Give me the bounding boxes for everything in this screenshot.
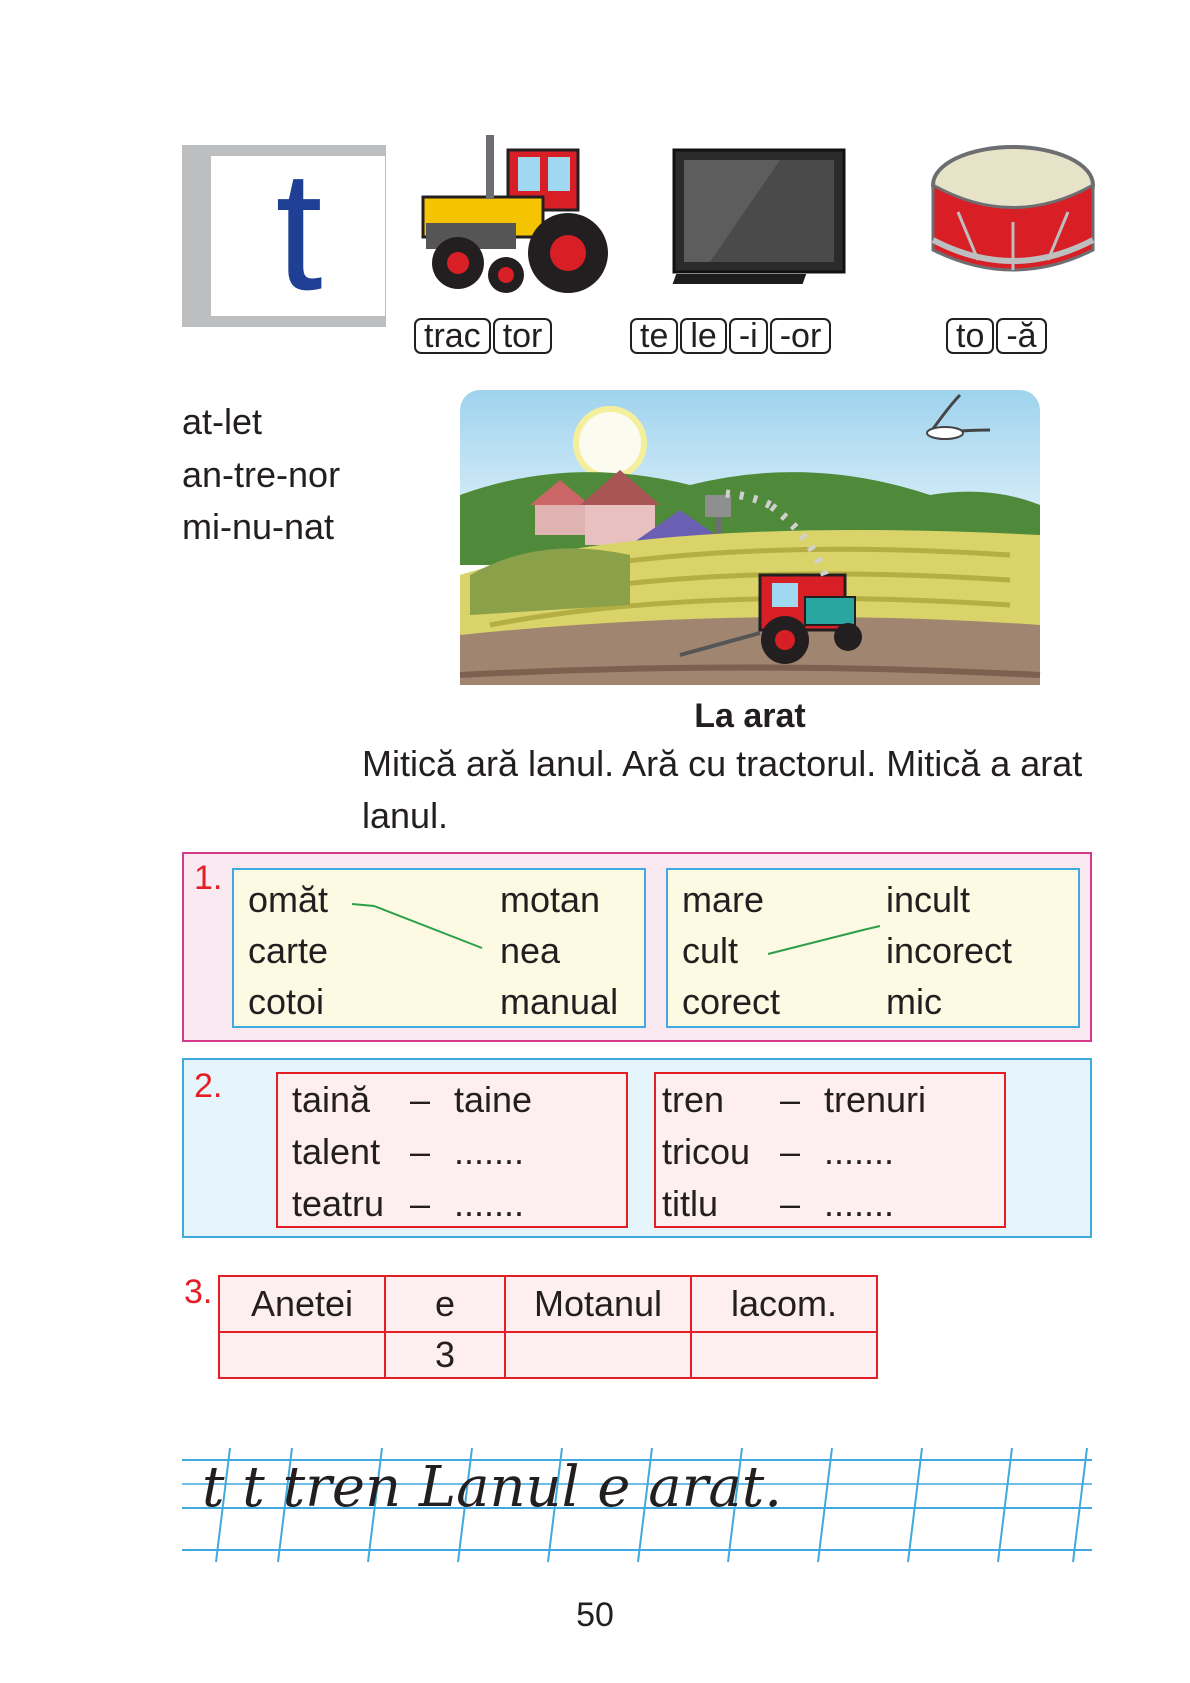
sentence-order-table [218,1275,878,1379]
television-icon [670,140,850,300]
opposites-box-right [666,868,1080,1028]
drum-icon [928,140,1098,295]
featured-letter: t [275,136,323,326]
plural-dash: – [410,1183,431,1224]
exercise-number: 2. [194,1067,223,1105]
exercise-number: 1. [194,859,223,897]
match-line [234,870,648,1030]
opposites-box-left [232,868,646,1028]
story-text: Mitică ară lanul. Ară cu tractorul. Mitică a arat lanul. [362,743,1083,836]
plural-dash: – [780,1079,801,1120]
match-word: omăt [248,879,329,920]
match-line [668,870,1082,1030]
handwriting-text: t t tren Lanul e arat. [202,1455,783,1520]
plural-dash: – [780,1131,801,1172]
plural-dash: – [780,1183,801,1224]
exercise-number: 3. [184,1273,213,1311]
syllable-box: le [680,318,726,354]
word-list-item: an-tre-nor [182,454,341,495]
plural-dash: – [410,1079,431,1120]
syllables-television [630,318,831,358]
plural-box-right [654,1072,1006,1228]
plural-word: tren [662,1079,725,1120]
syllables-drum [946,318,1047,358]
exercise-2 [182,1058,1092,1238]
page-number: 50 [576,1596,614,1634]
exercise-1 [182,852,1092,1042]
match-word: cotoi [248,981,325,1022]
syllable-box: tor [493,318,553,354]
syllable-box: -i [729,318,768,354]
plural-word: teatru [292,1183,385,1224]
plural-word: tricou [662,1131,751,1172]
farm-scene-illustration [450,385,1050,695]
plural-answer: ....... [824,1183,895,1224]
plural-word: talent [292,1131,381,1172]
syllables-tractor [414,318,552,358]
order-cell[interactable]: 3 [385,1332,505,1378]
match-word: carte [248,930,329,971]
syllable-box: to [946,318,994,354]
plural-box-left [276,1072,628,1228]
order-cell[interactable] [219,1332,385,1378]
syllable-box: -ă [996,318,1046,354]
tractor-icon [408,135,628,305]
word-cell: lacom. [691,1276,877,1332]
story-title: La arat [694,697,806,735]
word-cell: Anetei [219,1276,385,1332]
syllable-box: te [630,318,678,354]
writing-lines [182,1448,1092,1568]
plural-word: titlu [662,1183,719,1224]
match-word: cult [682,930,739,971]
word-cell: e [385,1276,505,1332]
plural-answer: ....... [824,1131,895,1172]
match-word: mare [682,879,765,920]
plural-answer: ....... [454,1183,525,1224]
word-list-item: at-let [182,401,263,442]
plural-word: taină [292,1079,371,1120]
match-word: motan [500,879,601,920]
plural-answer: trenuri [824,1079,927,1120]
letter-card-inner [210,136,386,326]
match-word: mic [886,981,942,1022]
match-word: manual [500,981,619,1022]
plural-dash: – [410,1131,431,1172]
syllable-box: -or [770,318,832,354]
order-cell[interactable] [691,1332,877,1378]
word-cell: Motanul [505,1276,691,1332]
match-word: incorect [886,930,1013,971]
plural-answer: ....... [454,1131,525,1172]
syllable-box: trac [414,318,491,354]
order-cell[interactable] [505,1332,691,1378]
match-word: corect [682,981,781,1022]
letter-card [182,136,386,327]
handwriting-practice [182,1448,1092,1568]
plural-answer: taine [454,1079,533,1120]
match-word: nea [500,930,561,971]
match-word: incult [886,879,971,920]
word-list-item: mi-nu-nat [182,506,335,547]
